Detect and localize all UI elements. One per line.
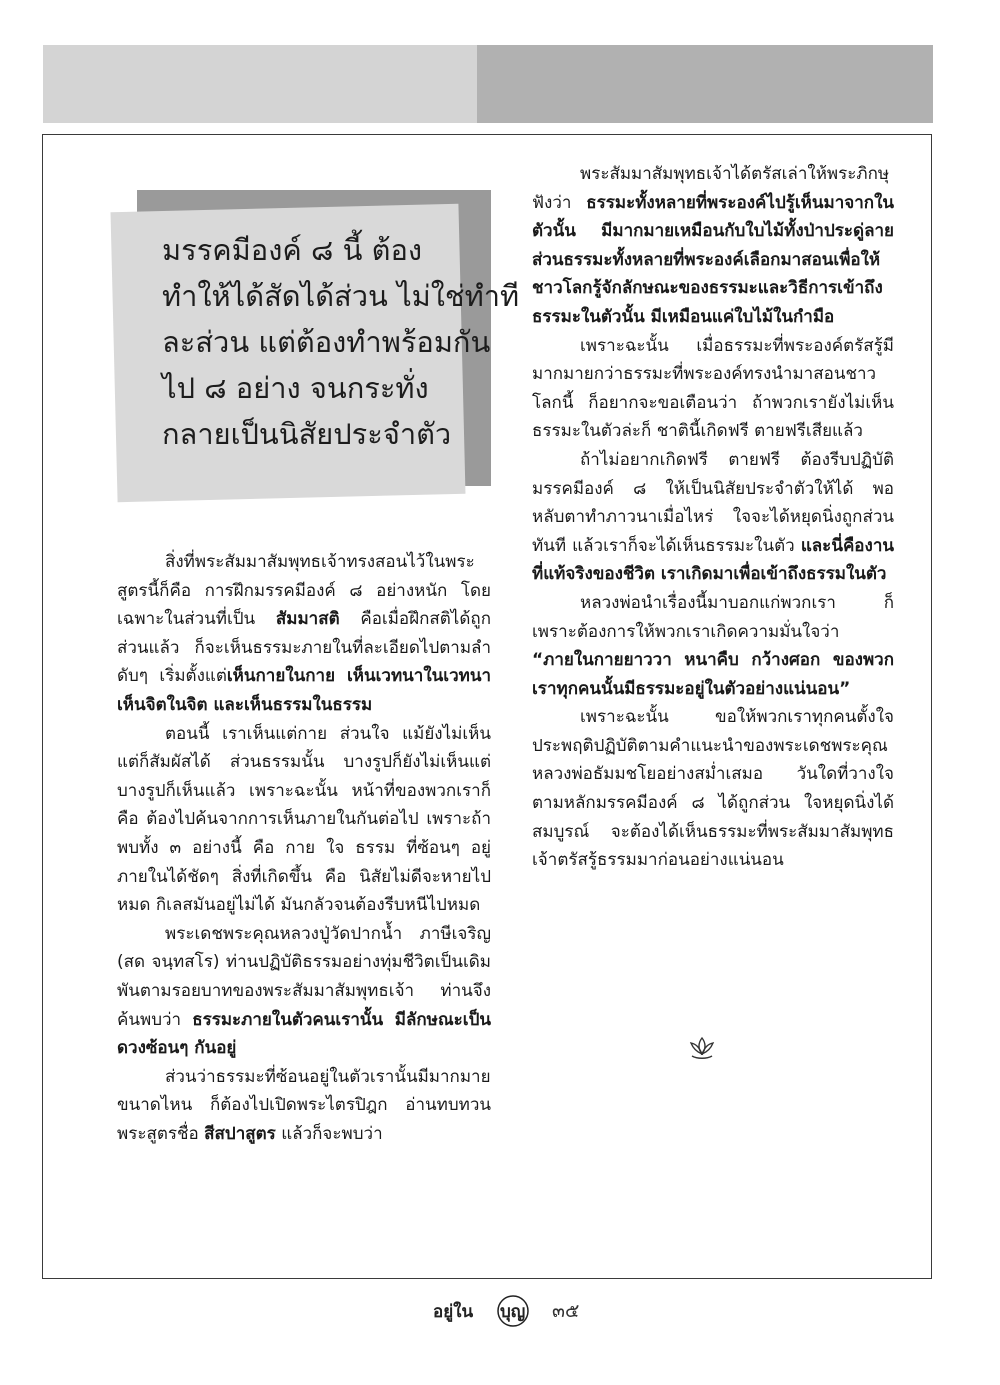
right-column: [532, 160, 894, 875]
header-bar-left: [43, 45, 477, 123]
lotus-icon: [687, 1035, 717, 1061]
paragraph: สิ่งที่พระสัมมาสัมพุทธเจ้าทรงสอนไว้ในพระสูตรนี้ก็คือ การฝึกมรรคมีองค์ ๘ อย่างหนัก โดยเฉพาะในส่วนที่เป็น สัมมาสติ คือเมื่อฝึกสติได้ถูกส่วนแล้ว ก็จะเห็นธรรมะภายในที่ละเอียดไปตามลำดับๆ เริ่มตั้งแต่เห็นกายในกาย เห็นเวทนาในเวทนา เห็นจิตในจิต และเห็นธรรมในธรรม: [117, 552, 491, 715]
paragraph: พระสัมมาสัมพุทธเจ้าได้ตรัสเล่าให้พระภิกษุฟังว่า ธรรมะทั้งหลายที่พระองค์ไปรู้เห็นมาจากในตัวนั้น มีมากมายเหมือนกับใบไม้ทั้งป่าประดู่ลาย ส่วนธรรมะทั้งหลายที่พระองค์เลือกมาสอนเพื่อให้ชาวโลกรู้จักลักษณะของธรรมะและวิธีการเข้าถึงธรรมะในตัวนั้น มีเหมือนแค่ใบไม้ในกำมือ: [532, 164, 894, 327]
paragraph: พระเดชพระคุณหลวงปู่วัดปากน้ำ ภาษีเจริญ (สด จนฺทสโร) ท่านปฏิบัติธรรมอย่างทุ่มชีวิตเป็นเดิมพันตามรอยบาทของพระสัมมาสัมพุทธเจ้า ท่านจึงค้นพบว่า ธรรมะภายในตัวคนเรานั้น มีลักษณะเป็นดวงซ้อนๆ กันอยู่: [117, 923, 491, 1059]
paragraph: เพราะฉะนั้น เมื่อธรรมะที่พระองค์ตรัสรู้มีมากมายกว่าธรรมะที่พระองค์ทรงนำมาสอนชาวโลกนี้ ก็อยากจะขอเตือนว่า ถ้าพวกเรายังไม่เห็นธรรมะในตัวล่ะก็ ชาตินี้เกิดฟรี ตายฟรีเสียแล้ว: [532, 335, 894, 442]
logo-text: อยู่ใน: [433, 1302, 474, 1322]
pull-quote-line: ไป ๘ อย่าง จนกระทั่ง: [162, 371, 429, 405]
pull-quote-line: มรรคมีองค์ ๘ นี้ ต้อง: [162, 233, 423, 267]
paragraph: หลวงพ่อนำเรื่องนี้มาบอกแก่พวกเรา ก็เพราะต้องการให้พวกเราเกิดความมั่นใจว่า “ภายในกายยาววา หนาคืบ กว้างศอก ของพวกเราทุกคนนั้นมีธรรมะอยู่ในตัวอย่างแน่นอน”: [532, 592, 894, 699]
left-column: [117, 548, 491, 1148]
header-bar-right: [477, 45, 933, 123]
logo-text: บุญ: [500, 1302, 526, 1322]
pull-quote-line: ทำให้ได้สัดได้ส่วน ไม่ใช่ทำที: [162, 279, 520, 313]
paragraph: ถ้าไม่อยากเกิดฟรี ตายฟรี ต้องรีบปฏิบัติมรรคมีองค์ ๘ ให้เป็นนิสัยประจำตัวให้ได้ พอหลับตาทำภาวนาเมื่อไหร่ ใจจะได้หยุดนิ่งถูกส่วนทันที แล้วเราก็จะได้เห็นธรรมะในตัว และนี่คืองานที่แท้จริงของชีวิต เราเกิดมาเพื่อเข้าถึงธรรมในตัว: [532, 449, 894, 585]
paragraph: ส่วนว่าธรรมะที่ซ้อนอยู่ในตัวเรานั้นมีมากมายขนาดไหน ก็ต้องไปเปิดพระไตรปิฎก อ่านทบทวนพระสูตรชื่อ สีสปาสูตร แล้วก็จะพบว่า: [117, 1066, 491, 1144]
page-number: ๓๕: [552, 1300, 580, 1322]
pull-quote-line: ละส่วน แต่ต้องทำพร้อมกัน: [162, 325, 491, 359]
magazine-logo: [431, 1293, 547, 1327]
paragraph: ตอนนี้ เราเห็นแต่กาย ส่วนใจ แม้ยังไม่เห็นแต่ก็สัมผัสได้ ส่วนธรรมนั้น บางรูปก็ยังไม่เห็นแต่บางรูปก็เห็นแล้ว เพราะฉะนั้น หน้าที่ของพวกเราก็คือ ต้องไปค้นจากการเห็นภายในกันต่อไป เพราะถ้าพบทั้ง ๓ อย่างนี้ คือ กาย ใจ ธรรม ที่ซ้อนๆ อยู่ภายในได้ชัดๆ สิ่งที่เกิดขึ้น คือ นิสัยไม่ดีจะหายไปหมด กิเลสมันอยู่ไม่ได้ มันกลัวจนต้องรีบหนีไปหมด: [117, 723, 491, 916]
paragraph: เพราะฉะนั้น ขอให้พวกเราทุกคนตั้งใจประพฤติปฏิบัติตามคำแนะนำของพระเดชพระคุณหลวงพ่อธัมมชโยอย่างสม่ำเสมอ วันใดที่วางใจตามหลักมรรคมีองค์ ๘ ได้ถูกส่วน ใจหยุดนิ่งได้สมบูรณ์ จะต้องได้เห็นธรรมะที่พระสัมมาสัมพุทธเจ้าตรัสรู้ธรรมมาก่อนอย่างแน่นอน: [532, 707, 894, 871]
pull-quote-line: กลายเป็นนิสัยประจำตัว: [162, 417, 452, 451]
